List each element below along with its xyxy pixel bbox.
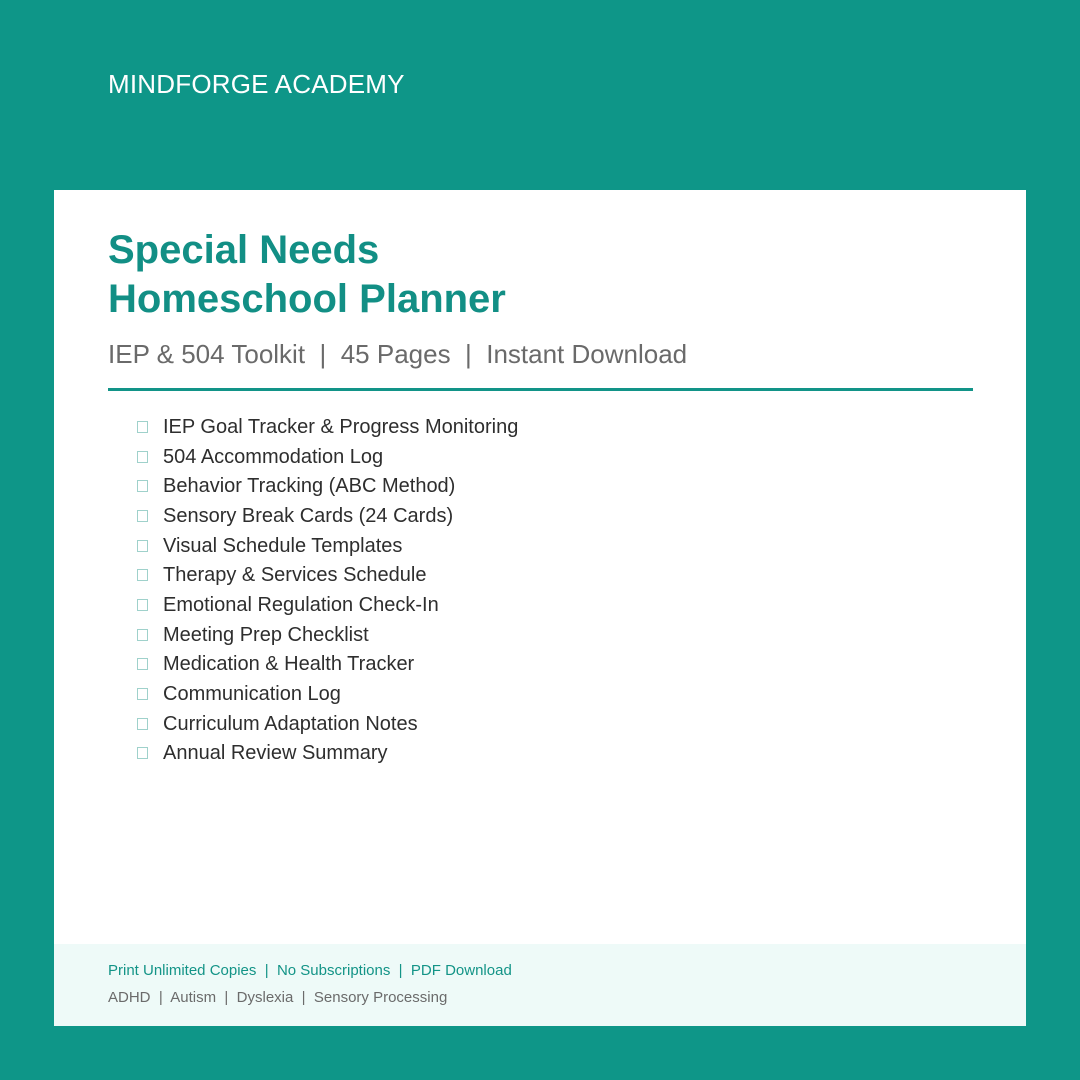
title-line-1: Special Needs <box>108 228 380 272</box>
feature-label: Emotional Regulation Check-In <box>163 593 439 616</box>
checkbox-icon <box>137 451 148 463</box>
checkbox-icon <box>137 688 148 700</box>
checkbox-icon <box>137 480 148 492</box>
checkbox-icon <box>137 510 148 522</box>
checkbox-icon <box>137 421 148 433</box>
feature-item <box>136 531 518 561</box>
feature-label: Sensory Break Cards (24 Cards) <box>163 504 454 527</box>
checkbox-icon <box>137 629 148 641</box>
feature-item <box>136 620 518 650</box>
feature-label: Meeting Prep Checklist <box>163 623 369 646</box>
feature-item <box>136 679 518 709</box>
checkbox-icon <box>137 658 148 670</box>
feature-label: 504 Accommodation Log <box>163 445 384 468</box>
brand-name: MINDFORGE ACADEMY <box>108 69 405 99</box>
feature-label: Behavior Tracking (ABC Method) <box>163 475 456 498</box>
feature-item <box>136 709 518 739</box>
feature-label: Medication & Health Tracker <box>163 653 415 676</box>
feature-label: Curriculum Adaptation Notes <box>163 712 418 735</box>
feature-item <box>136 412 518 442</box>
feature-label: IEP Goal Tracker & Progress Monitoring <box>163 415 519 438</box>
checkbox-icon <box>137 540 148 552</box>
footer-band <box>54 944 1026 1026</box>
checkbox-icon <box>137 599 148 611</box>
checkbox-icon <box>137 718 148 730</box>
title-line-2: Homeschool Planner <box>108 277 506 321</box>
product-subtitle: IEP & 504 Toolkit | 45 Pages | Instant Download <box>108 339 688 369</box>
feature-item <box>136 739 518 769</box>
checkbox-icon <box>137 747 148 759</box>
feature-item <box>136 501 518 531</box>
footer-benefits: Print Unlimited Copies | No Subscriptions | PDF Download <box>108 962 512 979</box>
feature-label: Annual Review Summary <box>163 742 388 765</box>
feature-item <box>136 590 518 620</box>
feature-item <box>136 560 518 590</box>
footer-conditions: ADHD | Autism | Dyslexia | Sensory Processing <box>108 989 448 1006</box>
feature-label: Visual Schedule Templates <box>163 534 403 557</box>
title-divider <box>108 388 973 391</box>
feature-item <box>136 471 518 501</box>
product-title <box>108 226 506 324</box>
checkbox-icon <box>137 569 148 581</box>
feature-label: Therapy & Services Schedule <box>163 564 427 587</box>
feature-item <box>136 650 518 680</box>
feature-item <box>136 442 518 472</box>
product-card <box>54 190 1026 1026</box>
feature-label: Communication Log <box>163 683 341 706</box>
feature-list <box>136 412 518 768</box>
